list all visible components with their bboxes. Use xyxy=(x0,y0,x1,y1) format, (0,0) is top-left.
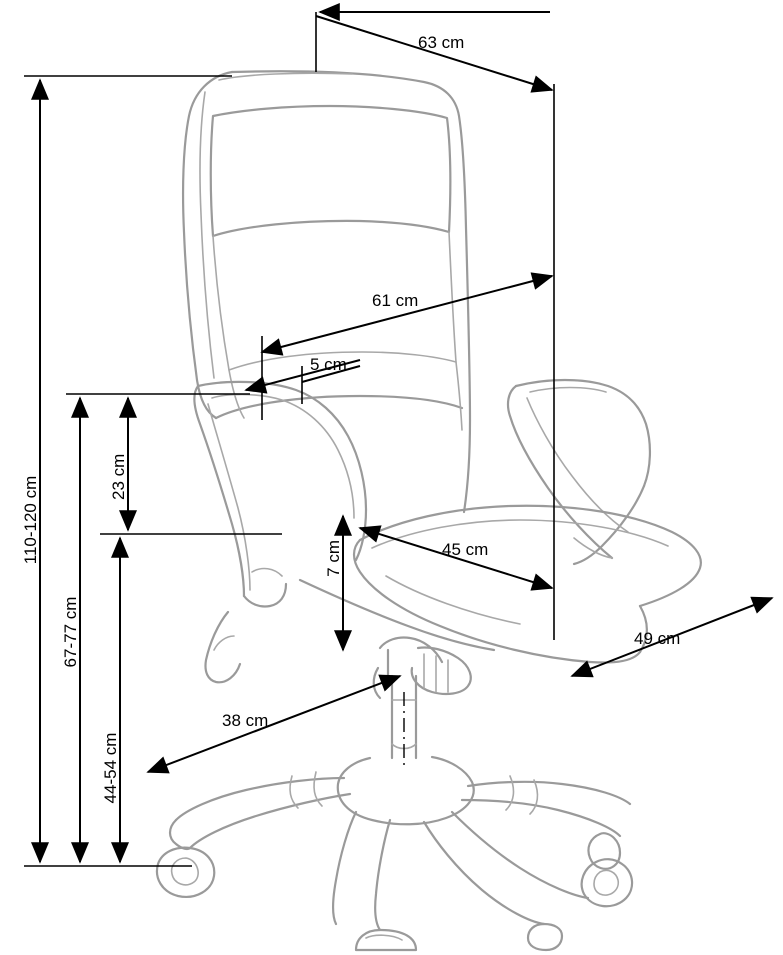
label-seat-width: 45 cm xyxy=(442,540,489,559)
label-seat-height: 44-54 cm xyxy=(101,732,120,804)
dimension-seat-height xyxy=(101,538,120,862)
label-base-diameter: 38 cm xyxy=(222,711,269,730)
castor-wheels xyxy=(157,833,632,950)
dimension-seat-width xyxy=(360,528,552,588)
tilt-mechanism xyxy=(300,580,494,698)
label-seat-depth: 49 cm xyxy=(634,629,681,648)
chair-base xyxy=(170,757,630,930)
label-backrest-top-height: 67-77 cm xyxy=(61,596,80,668)
dimension-armrest-height xyxy=(66,394,282,534)
dimension-seat-thickness xyxy=(324,516,343,650)
dimension-seat-depth xyxy=(572,598,772,676)
label-backrest-height: 61 cm xyxy=(372,291,419,310)
armrest-right xyxy=(508,380,650,564)
label-backrest-width: 63 cm xyxy=(418,33,465,52)
label-seat-thickness: 7 cm xyxy=(324,540,343,577)
label-total-height: 110-120 cm xyxy=(21,475,40,565)
chair-illustration xyxy=(157,71,701,950)
armrest-left xyxy=(194,382,366,682)
backrest-outline xyxy=(183,71,470,512)
label-armrest-height: 23 cm xyxy=(109,453,128,500)
dimension-base-diameter xyxy=(148,676,400,772)
label-armrest-offset: 5 cm xyxy=(310,355,347,374)
dimension-backrest-top-height xyxy=(61,398,80,862)
